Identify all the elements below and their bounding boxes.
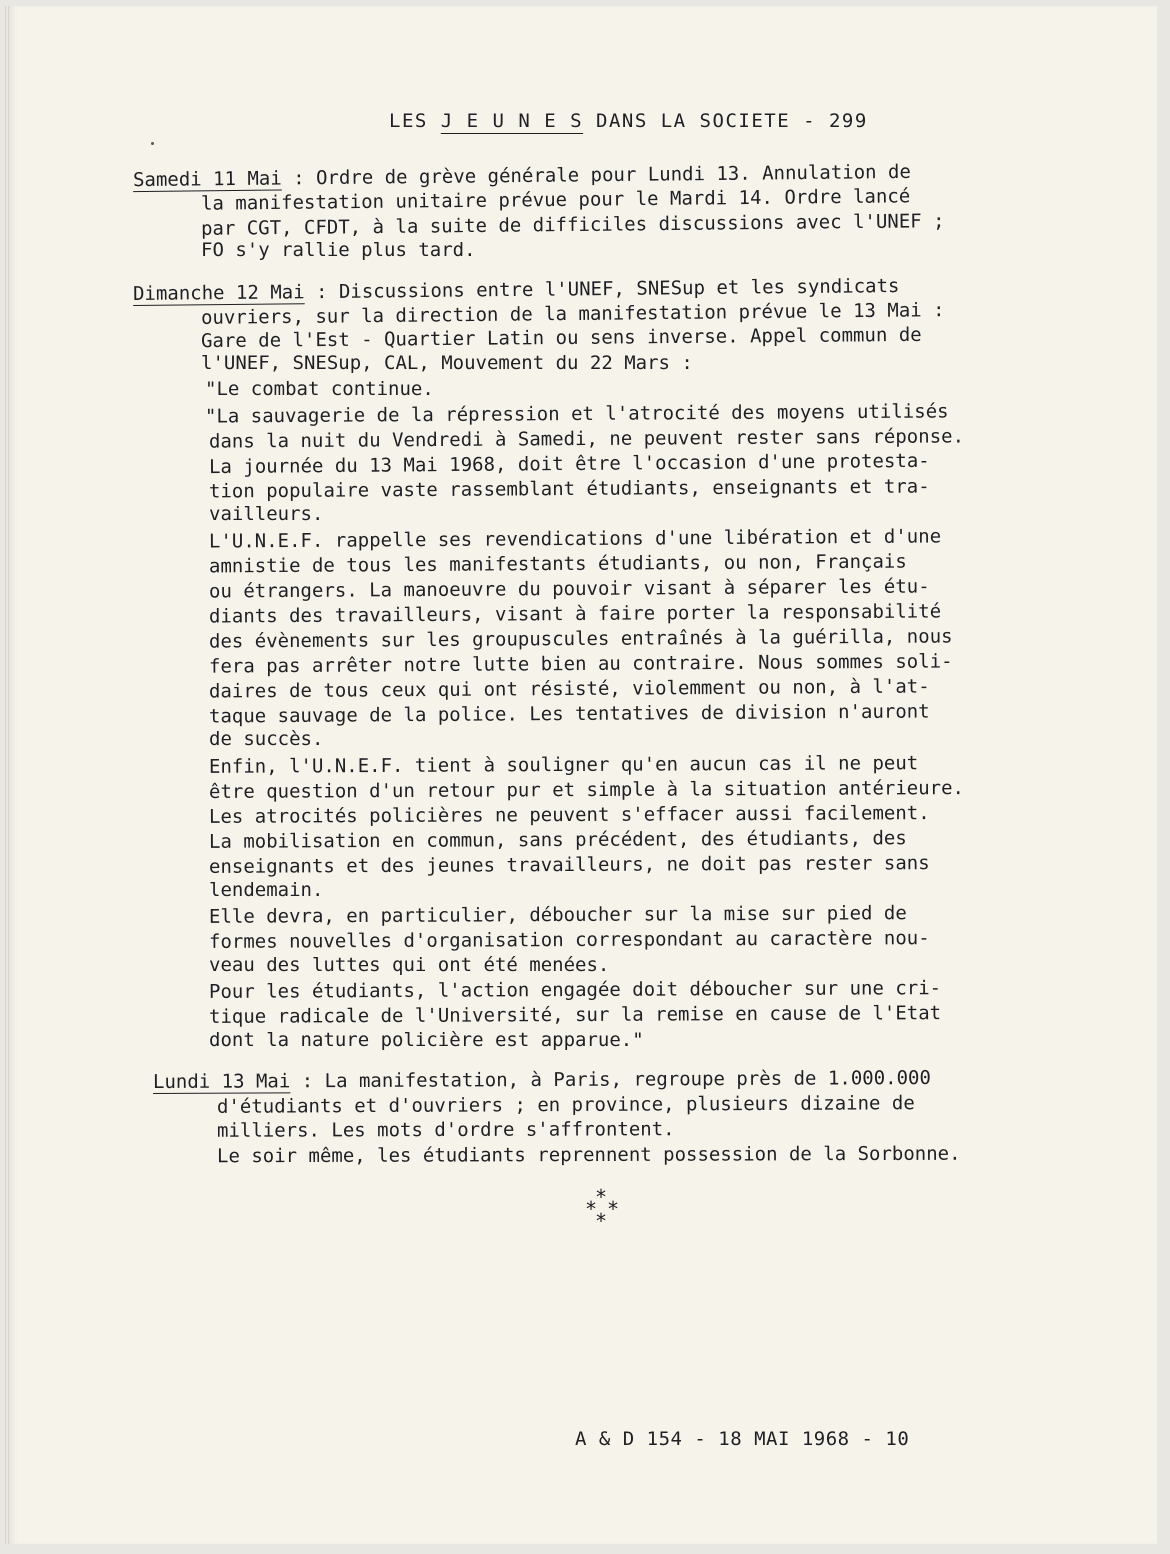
entry-1-line: la manifestation unitaire prévue pour le Mardi 14. Ordre lancé: [200, 185, 911, 215]
entry-2-line: La mobilisation en commun, sans précédent, des étudiants, des: [208, 827, 907, 853]
entry-2-line: L'U.N.E.F. rappelle ses revendications d'une libération et d'une: [208, 525, 942, 553]
entry-2-line: amnistie de tous les manifestants étudiants, ou non, Français: [208, 550, 907, 578]
entry-2-line: de succès.: [209, 728, 324, 750]
entry-2-line: dont la nature policière est apparue.": [209, 1029, 644, 1051]
asterisk-mark: *: [607, 1197, 620, 1221]
entry-1-date-label: Samedi 11 Mai: [132, 167, 282, 192]
entry-2-line: Les atrocités policières ne peuvent s'effacer aussi facilement.: [208, 802, 930, 828]
entry-2-line: être question d'un retour pur et simple à la situation antérieure.: [208, 777, 965, 803]
entry-3-line-0: : La manifestation, à Paris, regroupe près de 1.000.000: [290, 1066, 931, 1093]
header-post: DANS LA SOCIETE - 299: [583, 110, 868, 132]
entry-2-line: daires de tous ceux qui ont résisté, violemment ou non, à l'at-: [208, 675, 930, 703]
entry-3-line: milliers. Les mots d'ordre s'affrontent.: [216, 1118, 675, 1142]
entry-1-line: par CGT, CFDT, à la suite de difficiles discussions avec l'UNEF ;: [200, 210, 945, 240]
asterisk-mark: *: [585, 1197, 598, 1221]
entry-2-line: Gare de l'Est - Quartier Latin ou sens inverse. Appel commun de: [200, 323, 922, 353]
entry-2-line: formes nouvelles d'organisation correspondant au caractère nou-: [208, 927, 930, 953]
entry-3-line: d'étudiants et d'ouvriers ; en province, plusieurs dizaine de: [216, 1092, 915, 1118]
entry-2-date-label: Dimanche 12 Mai: [132, 281, 305, 306]
page-edge: [5, 6, 6, 1544]
asterisk-mark: *: [595, 1185, 608, 1209]
asterisk-mark: *: [595, 1209, 608, 1233]
entry-2-line: La journée du 13 Mai 1968, doit être l'occasion d'une protesta-: [208, 449, 930, 479]
entry-2-line: "Le combat continue.: [205, 378, 434, 400]
ink-speck: [151, 142, 154, 145]
entry-2-line: enseignants et des jeunes travailleurs, ne doit pas rester sans: [208, 852, 930, 878]
entry-2-line: diants des travailleurs, visant à faire porter la responsabilité: [208, 600, 942, 628]
entry-2-line: veau des luttes qui ont été menées.: [209, 954, 610, 976]
header-pre: LES: [389, 110, 441, 132]
header-spaced-word: J E U N E S: [440, 110, 584, 132]
entry-2-line: tion populaire vaste rassemblant étudiants, enseignants et tra-: [208, 475, 930, 503]
entry-2-line: lendemain.: [209, 879, 324, 901]
entry-2-line: Enfin, l'U.N.E.F. tient à souligner qu'en aucun cas il ne peut: [208, 752, 919, 778]
entry-3-first-line: [153, 1066, 931, 1094]
asterism-separator: [585, 1185, 635, 1233]
entry-2-line-0: : Discussions entre l'UNEF, SNESup et les syndicats: [304, 274, 900, 304]
entry-2-line: dans la nuit du Vendredi à Samedi, ne peuvent rester sans réponse.: [208, 425, 965, 453]
entry-2-line: fera pas arrêter notre lutte bien au contraire. Nous sommes soli-: [208, 650, 953, 678]
entry-2-line: "La sauvagerie de la répression et l'atrocité des moyens utilisés: [204, 400, 949, 428]
entry-2-line: vailleurs.: [209, 503, 324, 525]
entry-3-date-label: Lundi 13 Mai: [152, 1070, 291, 1094]
entry-1-line: FO s'y rallie plus tard.: [201, 239, 476, 261]
entry-2-line: tique radicale de l'Université, sur la remise en cause de l'Etat: [208, 1002, 942, 1028]
page-header: [389, 110, 868, 132]
entry-2-line: des évènements sur les groupuscules entraînés à la guérilla, nous: [208, 625, 953, 653]
entry-2-line: Elle devra, en particulier, déboucher sur la mise sur pied de: [208, 902, 907, 928]
page-footer: A & D 154 - 18 MAI 1968 - 10: [575, 1428, 910, 1450]
entry-2-line: ou étrangers. La manoeuvre du pouvoir visant à séparer les étu-: [208, 575, 930, 603]
entry-2-line: taque sauvage de la police. Les tentatives de division n'auront: [208, 700, 930, 728]
entry-1-line-0: : Ordre de grève générale pour Lundi 13. Annulation de: [281, 160, 911, 190]
entry-2-line: l'UNEF, SNESup, CAL, Mouvement du 22 Mars :: [201, 352, 693, 374]
entry-2-line: Pour les étudiants, l'action engagée doit déboucher sur une cri-: [208, 977, 942, 1003]
entry-3-line: Le soir même, les étudiants reprennent possession de la Sorbonne.: [216, 1142, 961, 1168]
document-page: [8, 6, 1157, 1544]
entry-2-line: ouvriers, sur la direction de la manifestation prévue le 13 Mai :: [200, 299, 945, 329]
